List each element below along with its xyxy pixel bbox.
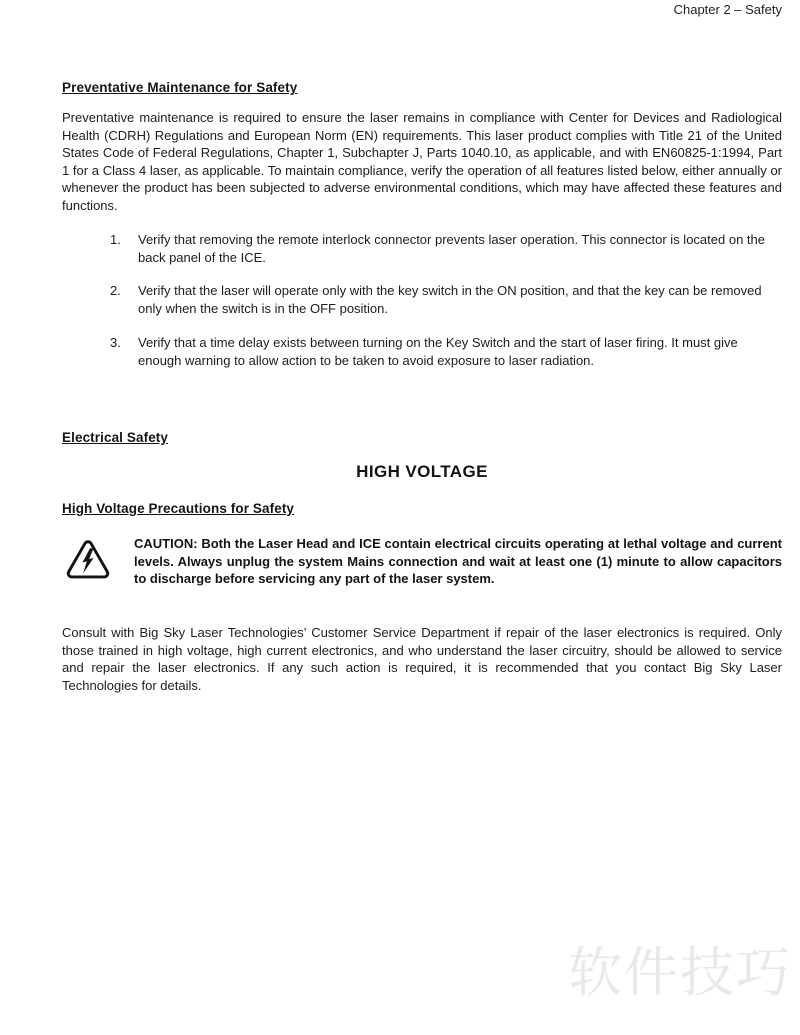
list-item [110,282,772,317]
list-item-number: 2. [110,283,121,298]
list-item-text: Verify that the laser will operate only with the key switch in the ON position, and that the key can be removed only when the switch is in the OFF position. [138,283,762,316]
paragraph-preventative-maintenance: Preventative maintenance is required to ensure the laser remains in compliance with Center for Devices and Radiological Health (CDRH) Regulations and European Norm (EN) requirements. This laser product complies with Title 21 of the United States Code of Federal Regulations, Chapter 1, Subchapter J, Parts 1040.10, as applicable, and with EN60825-1:1994, Part 1 for a Class 4 laser, as applicable. To maintain compliance, verify the operation of all features listed below, either annually or whenever the product has been subjected to adverse environmental conditions, which may have affected these features and functions. [62,110,782,213]
high-voltage-warning-icon [65,539,111,585]
list-item-number: 3. [110,335,121,350]
section-heading-hv-precautions: High Voltage Precautions for Safety [62,501,295,516]
section-heading-electrical-safety: Electrical Safety [62,430,169,445]
high-voltage-banner: HIGH VOLTAGE [356,462,488,481]
list-item-number: 1. [110,232,121,247]
page-header: Chapter 2 – Safety [673,2,782,17]
paragraph-consult-service: Consult with Big Sky Laser Technologies’ Customer Service Department if repair of the laser electronics is required. Only those trained in high voltage, high current electronics, and who understand the laser circuitry, should be allowed to service and repair the laser electronics. If any such action is required, it is recommended that you contact Big Sky Laser Technologies for details. [62,625,782,693]
list-item [110,334,772,369]
watermark-text: 软件技巧 [568,943,792,1003]
caution-text: CAUTION: Both the Laser Head and ICE contain electrical circuits operating at lethal voltage and current levels. Always unplug the system Mains connection and wait at least one (1) minute to allow capacitors to discharge before servicing any part of the laser system. [134,536,782,587]
list-item-text: Verify that a time delay exists between turning on the Key Switch and the start of laser firing. It must give enough warning to allow action to be taken to avoid exposure to laser radiation. [138,335,738,368]
caution-block [62,535,782,588]
list-item [110,231,772,266]
list-item-text: Verify that removing the remote interlock connector prevents laser operation. This connector is located on the back panel of the ICE. [138,232,765,265]
section-heading-preventative-maintenance: Preventative Maintenance for Safety [62,80,298,95]
